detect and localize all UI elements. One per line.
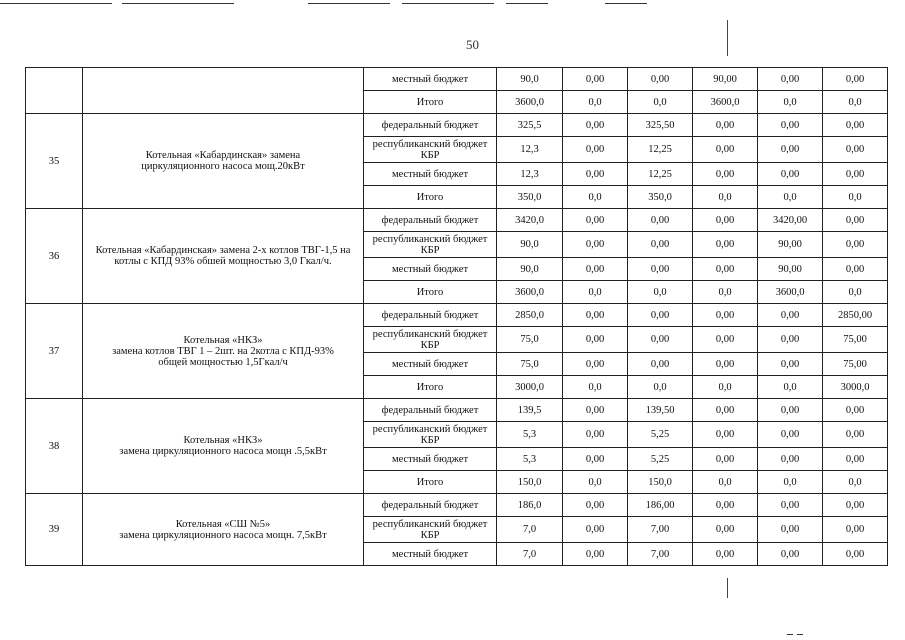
amount-cell: 0,00	[758, 137, 823, 163]
scan-mark	[727, 578, 728, 598]
amount-cell: 0,00	[823, 68, 888, 91]
amount-cell: 0,0	[628, 281, 693, 304]
amount-cell: 0,00	[693, 399, 758, 422]
amount-cell: 0,00	[628, 232, 693, 258]
amount-cell: 0,0	[758, 91, 823, 114]
amount-cell: 0,00	[563, 517, 628, 543]
amount-cell: 0,00	[693, 258, 758, 281]
amount-cell: 0,0	[563, 471, 628, 494]
description-line: Котельная «НКЗ»	[183, 435, 263, 446]
amount-cell: 0,00	[693, 448, 758, 471]
description-line: Котельная «СШ №5»	[175, 518, 271, 530]
amount-cell: 75,0	[497, 327, 563, 353]
table-row	[26, 209, 888, 232]
amount-cell: 0,00	[693, 304, 758, 327]
amount-cell: 0,00	[563, 68, 628, 91]
amount-cell: 7,0	[497, 517, 563, 543]
description-line: Котельная «Кабардинская» замена 2-х котлов ТВГ-1,5 на котлы с КПД 93% обшей мощностью 3,0 Гкал/ч.	[95, 245, 351, 267]
funding-source: местный бюджет	[364, 163, 497, 186]
funding-source: Итого	[364, 471, 497, 494]
row-number	[26, 68, 83, 114]
funding-source: федеральный бюджет	[364, 399, 497, 422]
scan-mark	[605, 3, 647, 4]
amount-cell: 3420,00	[758, 209, 823, 232]
project-description	[83, 114, 364, 209]
amount-cell: 0,00	[563, 543, 628, 566]
amount-cell: 0,00	[758, 114, 823, 137]
amount-cell: 0,00	[823, 517, 888, 543]
table-row	[26, 494, 888, 517]
amount-cell: 0,00	[758, 68, 823, 91]
amount-cell: 90,00	[758, 232, 823, 258]
amount-cell: 7,00	[628, 543, 693, 566]
amount-cell: 7,0	[497, 543, 563, 566]
amount-cell: 0,00	[823, 137, 888, 163]
amount-cell: 0,00	[563, 327, 628, 353]
amount-cell: 7,00	[628, 517, 693, 543]
amount-cell: 0,00	[823, 543, 888, 566]
amount-cell: 0,00	[628, 68, 693, 91]
amount-cell: 5,3	[497, 422, 563, 448]
amount-cell: 0,00	[823, 232, 888, 258]
amount-cell: 150,0	[497, 471, 563, 494]
amount-cell: 0,00	[823, 114, 888, 137]
funding-source: федеральный бюджет	[364, 494, 497, 517]
amount-cell: 0,0	[823, 471, 888, 494]
project-description	[83, 399, 364, 494]
project-description	[83, 209, 364, 304]
amount-cell: 3600,0	[497, 281, 563, 304]
amount-cell: 0,00	[628, 258, 693, 281]
amount-cell: 0,00	[563, 137, 628, 163]
amount-cell: 0,00	[693, 114, 758, 137]
amount-cell: 0,00	[758, 327, 823, 353]
amount-cell: 0,00	[693, 517, 758, 543]
scan-mark	[402, 3, 494, 4]
amount-cell: 150,0	[628, 471, 693, 494]
amount-cell: 139,5	[497, 399, 563, 422]
row-number: 35	[26, 114, 83, 209]
amount-cell: 0,00	[693, 353, 758, 376]
amount-cell: 0,00	[758, 163, 823, 186]
amount-cell: 0,00	[563, 209, 628, 232]
amount-cell: 0,00	[563, 232, 628, 258]
funding-source: Итого	[364, 91, 497, 114]
funding-source: федеральный бюджет	[364, 114, 497, 137]
amount-cell: 5,25	[628, 448, 693, 471]
funding-source: Итого	[364, 281, 497, 304]
project-description	[83, 304, 364, 399]
scan-mark	[506, 3, 548, 4]
amount-cell: 0,00	[823, 399, 888, 422]
scan-mark	[797, 634, 803, 635]
amount-cell: 0,0	[563, 186, 628, 209]
row-number: 37	[26, 304, 83, 399]
amount-cell: 90,0	[497, 68, 563, 91]
amount-cell: 3420,0	[497, 209, 563, 232]
amount-cell: 0,0	[563, 281, 628, 304]
scan-mark	[0, 3, 112, 4]
project-description	[83, 494, 364, 566]
amount-cell: 0,0	[693, 186, 758, 209]
amount-cell: 0,00	[628, 353, 693, 376]
description-line: замена циркуляционного насоса мощн. 7,5кВт	[119, 529, 327, 541]
amount-cell: 0,0	[758, 471, 823, 494]
amount-cell: 2850,0	[497, 304, 563, 327]
amount-cell: 0,00	[628, 209, 693, 232]
funding-source: Итого	[364, 186, 497, 209]
amount-cell: 0,0	[693, 281, 758, 304]
amount-cell: 0,00	[693, 137, 758, 163]
funding-source: Итого	[364, 376, 497, 399]
amount-cell: 0,00	[758, 422, 823, 448]
amount-cell: 0,0	[823, 91, 888, 114]
amount-cell: 0,00	[563, 163, 628, 186]
amount-cell: 0,00	[758, 517, 823, 543]
amount-cell: 0,00	[693, 543, 758, 566]
funding-source: местный бюджет	[364, 543, 497, 566]
description-line: циркуляционного насоса мощ.20кВт	[141, 161, 305, 172]
amount-cell: 2850,00	[823, 304, 888, 327]
funding-source: республиканский бюджет КБР	[364, 232, 497, 258]
description-line: замена циркуляционного насоса мощн .5,5кВт	[119, 446, 327, 457]
amount-cell: 186,0	[497, 494, 563, 517]
amount-cell: 12,3	[497, 137, 563, 163]
project-description	[83, 68, 364, 114]
description-line: Котельная «НКЗ»	[183, 334, 263, 346]
amount-cell: 0,00	[693, 163, 758, 186]
amount-cell: 0,00	[693, 232, 758, 258]
amount-cell: 0,00	[563, 422, 628, 448]
scan-mark	[308, 3, 390, 4]
amount-cell: 3600,0	[693, 91, 758, 114]
amount-cell: 0,0	[823, 281, 888, 304]
amount-cell: 0,00	[758, 399, 823, 422]
amount-cell: 3600,0	[758, 281, 823, 304]
amount-cell: 0,00	[563, 494, 628, 517]
funding-source: республиканский бюджет КБР	[364, 517, 497, 543]
amount-cell: 90,0	[497, 232, 563, 258]
description-line: Котельная «Кабардинская» замена	[145, 150, 301, 161]
amount-cell: 0,00	[693, 422, 758, 448]
amount-cell: 350,0	[497, 186, 563, 209]
amount-cell: 350,0	[628, 186, 693, 209]
table-row	[26, 114, 888, 137]
amount-cell: 0,0	[563, 376, 628, 399]
funding-source: федеральный бюджет	[364, 209, 497, 232]
amount-cell: 0,00	[758, 353, 823, 376]
amount-cell: 0,0	[693, 471, 758, 494]
amount-cell: 0,00	[823, 448, 888, 471]
amount-cell: 0,00	[563, 399, 628, 422]
amount-cell: 0,0	[628, 376, 693, 399]
amount-cell: 0,00	[823, 258, 888, 281]
amount-cell: 12,25	[628, 137, 693, 163]
amount-cell: 0,00	[628, 304, 693, 327]
amount-cell: 12,25	[628, 163, 693, 186]
amount-cell: 0,00	[563, 304, 628, 327]
amount-cell: 0,00	[823, 422, 888, 448]
amount-cell: 0,00	[563, 114, 628, 137]
funding-source: местный бюджет	[364, 258, 497, 281]
row-number: 38	[26, 399, 83, 494]
amount-cell: 12,3	[497, 163, 563, 186]
amount-cell: 5,3	[497, 448, 563, 471]
amount-cell: 0,00	[823, 494, 888, 517]
amount-cell: 0,0	[563, 91, 628, 114]
amount-cell: 0,0	[823, 186, 888, 209]
amount-cell: 0,00	[628, 327, 693, 353]
amount-cell: 90,00	[693, 68, 758, 91]
funding-source: республиканский бюджет КБР	[364, 137, 497, 163]
amount-cell: 0,00	[693, 327, 758, 353]
amount-cell: 90,00	[758, 258, 823, 281]
budget-table	[25, 67, 888, 566]
amount-cell: 75,00	[823, 327, 888, 353]
page-number: 50	[466, 37, 479, 52]
amount-cell: 0,00	[758, 494, 823, 517]
table-row	[26, 68, 888, 91]
table-row	[26, 399, 888, 422]
amount-cell: 5,25	[628, 422, 693, 448]
funding-source: федеральный бюджет	[364, 304, 497, 327]
amount-cell: 0,00	[758, 543, 823, 566]
funding-source: местный бюджет	[364, 68, 497, 91]
amount-cell: 0,00	[823, 209, 888, 232]
amount-cell: 0,00	[693, 209, 758, 232]
amount-cell: 0,0	[628, 91, 693, 114]
row-number: 36	[26, 209, 83, 304]
description-line: замена котлов ТВГ 1 – 2шт. на 2котла с КПД-93%	[112, 345, 334, 357]
funding-source: республиканский бюджет КБР	[364, 327, 497, 353]
amount-cell: 0,0	[758, 376, 823, 399]
amount-cell: 0,00	[693, 494, 758, 517]
description-line: общей мощностью 1,5Гкал/ч	[158, 356, 288, 368]
scan-mark	[122, 3, 234, 4]
funding-source: местный бюджет	[364, 353, 497, 376]
amount-cell: 0,00	[563, 353, 628, 376]
scan-mark	[787, 634, 793, 635]
scan-mark	[727, 20, 728, 56]
amount-cell: 3600,0	[497, 91, 563, 114]
amount-cell: 0,0	[693, 376, 758, 399]
amount-cell: 139,50	[628, 399, 693, 422]
amount-cell: 3000,0	[497, 376, 563, 399]
amount-cell: 325,50	[628, 114, 693, 137]
amount-cell: 75,0	[497, 353, 563, 376]
amount-cell: 0,00	[758, 448, 823, 471]
amount-cell: 0,00	[563, 258, 628, 281]
amount-cell: 75,00	[823, 353, 888, 376]
amount-cell: 0,00	[563, 448, 628, 471]
amount-cell: 325,5	[497, 114, 563, 137]
amount-cell: 0,00	[758, 304, 823, 327]
amount-cell: 0,00	[823, 163, 888, 186]
amount-cell: 186,00	[628, 494, 693, 517]
funding-source: местный бюджет	[364, 448, 497, 471]
funding-source: республиканский бюджет КБР	[364, 422, 497, 448]
amount-cell: 90,0	[497, 258, 563, 281]
amount-cell: 3000,0	[823, 376, 888, 399]
row-number: 39	[26, 494, 83, 566]
table-row	[26, 304, 888, 327]
amount-cell: 0,0	[758, 186, 823, 209]
